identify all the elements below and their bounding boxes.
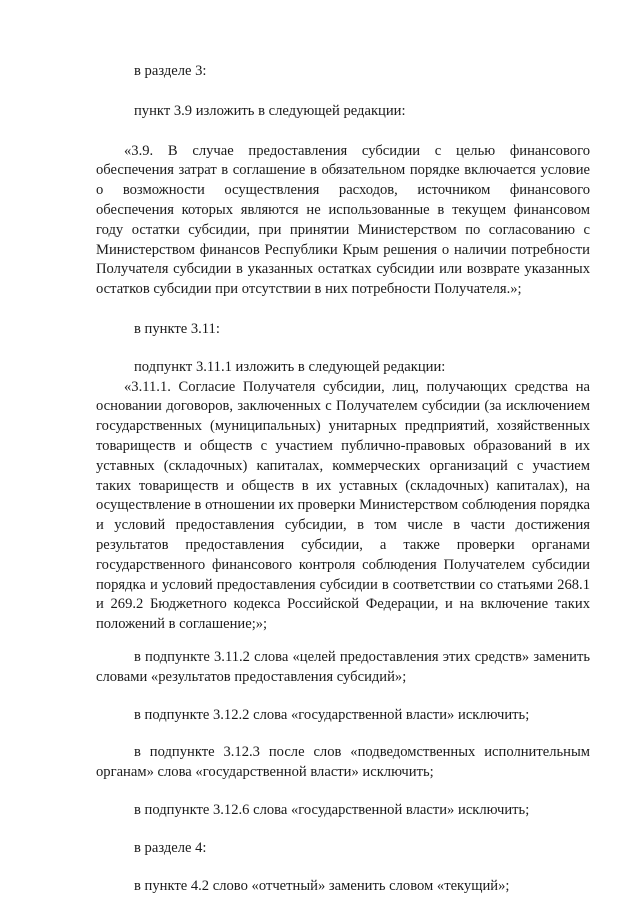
paragraph-point-3-9: пункт 3.9 изложить в следующей редакции: bbox=[134, 102, 406, 119]
paragraph-subpoint-3-12-6: в подпункте 3.12.6 слова «государственной власти» исключить; bbox=[134, 801, 530, 818]
paragraph-subpoint-3-11-1: подпункт 3.11.1 изложить в следующей редакции: bbox=[134, 358, 446, 375]
document-page bbox=[96, 62, 590, 896]
paragraph-section-4: в разделе 4: bbox=[134, 839, 207, 856]
paragraph-point-4-2: в пункте 4.2 слово «отчетный» заменить словом «текущий»; bbox=[134, 877, 510, 894]
paragraph-subpoint-3-11-2: в подпункте 3.11.2 слова «целей предоставления этих средств» заменить словами «результатов предоставления субсидий»; bbox=[96, 648, 590, 685]
paragraph-subpoint-3-12-3: в подпункте 3.12.3 после слов «подведомственных исполнительным органам» слова «государственной власти» исключить; bbox=[96, 744, 590, 781]
paragraph-section-3: в разделе 3: bbox=[134, 63, 207, 79]
paragraph-subpoint-3-12-2: в подпункте 3.12.2 слова «государственной власти» исключить; bbox=[134, 706, 530, 723]
paragraph-subpoint-3-11-1-text: «3.11.1. Согласие Получателя субсидии, лиц, получающих средства на основании договоров, заключенных с Получателем субсидии (за исключением государственных (муниципальных) унитарных предприятий, хозяйственных товариществ и обществ с участием публично-правовых образований в их уставных (складочных) капиталах, коммерческих организаций с участием таких товариществ и обществ в их уставных (складочных) капиталах), на осуществление в отношении их проверки Министерством соблюдения порядка и условий предоставления субсидии, в том числе в части достижения результатов предоставления субсидии, а также проверки органами государственного финансового контроля соблюдения Получателем субсидии порядка и условий предоставления субсидии в соответствии со статьями 268.1 и 269.2 Бюджетного кодекса Российской Федерации, и на включение таких положений в соглашение;»; bbox=[96, 378, 590, 633]
paragraph-point-3-9-text: «3.9. В случае предоставления субсидии с целью финансового обеспечения затрат в соглашение в обязательном порядке включается условие о возможности осуществления расходов, источником финансового обеспечения которых являются не использованные в текущем финансовом году остатки субсидии, при принятии Министерством по согласованию с Министерством финансов Республики Крым решения о наличии потребности Получателя субсидии в указанных остатках субсидии или возврате указанных остатков субсидии при отсутствии в них потребности Получателя.»; bbox=[96, 142, 590, 298]
paragraph-point-3-11: в пункте 3.11: bbox=[134, 320, 220, 337]
